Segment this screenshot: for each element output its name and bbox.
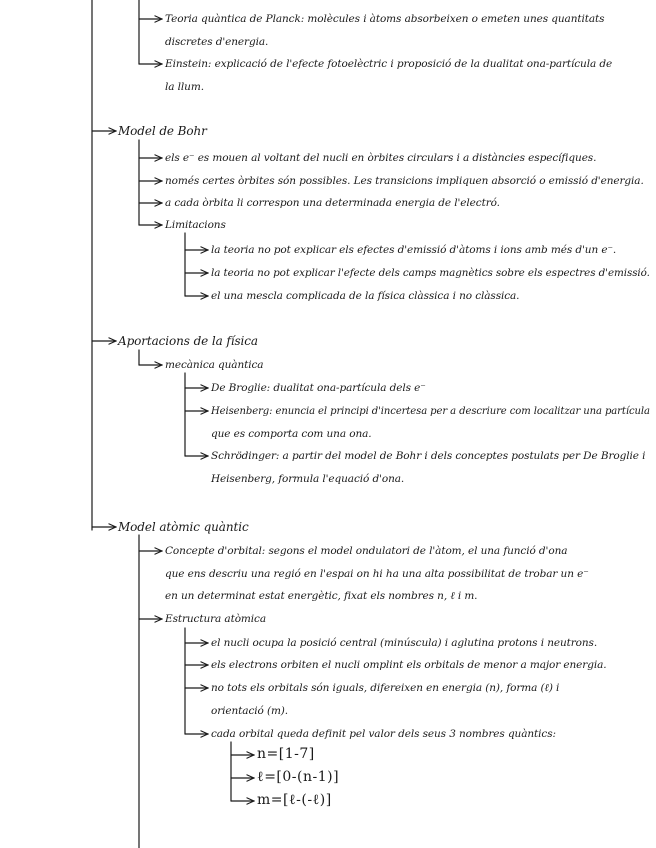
bohr-item-1: els e⁻ es mouen al voltant del nucli en òrbites circulars i a distàncies específiques. — [165, 152, 597, 164]
estructura-item-2: els electrons orbiten el nucli omplint els orbitals de menor a major energia. — [211, 659, 607, 671]
debroglie-item: De Broglie: dualitat ona-partícula dels e⁻ — [211, 382, 426, 394]
einstein-line-2: la llum. — [165, 81, 204, 93]
estructura-item-3-line-1: no tots els orbitals són iguals, difereixen en energia (n), forma (ℓ) i — [211, 682, 560, 694]
bohr-lim-item-3: el una mescla complicada de la física clàssica i no clàssica. — [211, 290, 520, 302]
bohr-limitations: Limitacions — [165, 219, 226, 231]
quantic-title: Model atòmic quàntic — [118, 520, 249, 534]
schrodinger-line-1: Schrödinger: a partir del model de Bohr i dels conceptes postulats per De Broglie i — [211, 450, 646, 462]
orbital-line-3: en un determinat estat energètic, fixat els nombres n, ℓ i m. — [165, 590, 478, 602]
heisenberg-line-2: que es comporta com una ona. — [211, 428, 372, 440]
bohr-lim-item-2: la teoria no pot explicar l'efecte dels camps magnètics sobre els espectres d'emissió. — [211, 267, 650, 279]
estructura-item-4: cada orbital queda definit pel valor dels seus 3 nombres quàntics: — [211, 728, 556, 740]
planck-line-2: discretes d'energia. — [165, 36, 269, 48]
quantum-number-l: ℓ=[0-(n-1)] — [257, 769, 340, 785]
planck-line-1: Teoria quàntica de Planck: molècules i àtoms absorbeixen o emeten unes quantitats — [165, 13, 605, 25]
quantum-number-m: m=[ℓ-(-ℓ)] — [257, 792, 332, 808]
bohr-item-2: només certes òrbites són possibles. Les transicions impliquen absorció o emissió d'energia. — [165, 175, 644, 187]
schrodinger-line-2: Heisenberg, formula l'equació d'ona. — [211, 473, 405, 485]
einstein-line-1: Einstein: explicació de l'efecte fotoelèctric i proposició de la dualitat ona-partícula de — [165, 58, 613, 70]
bohr-item-3: a cada òrbita li correspon una determinada energia de l'electró. — [165, 197, 500, 209]
quantum-number-n: n=[1-7] — [257, 746, 315, 762]
estructura-atomica: Estructura atòmica — [165, 613, 266, 625]
aport-title: Aportacions de la física — [118, 334, 258, 348]
mecanica-quantica: mecànica quàntica — [165, 359, 264, 371]
bohr-title: Model de Bohr — [118, 124, 207, 138]
estructura-item-3-line-2: orientació (m). — [211, 705, 289, 717]
bohr-lim-item-1: la teoria no pot explicar els efectes d'emissió d'àtoms i ions amb més d'un e⁻. — [211, 244, 617, 256]
orbital-line-2: que ens descriu una regió en l'espai on hi ha una alta possibilitat de trobar un e⁻ — [165, 568, 589, 580]
orbital-line-1: Concepte d'orbital: segons el model ondulatori de l'àtom, el una funció d'ona — [165, 545, 568, 557]
estructura-item-1: el nucli ocupa la posició central (minúscula) i aglutina protons i neutrons. — [211, 637, 598, 649]
heisenberg-line-1: Heisenberg: enuncia el principi d'incertesa per a descriure com localitzar una partícula — [211, 405, 650, 417]
